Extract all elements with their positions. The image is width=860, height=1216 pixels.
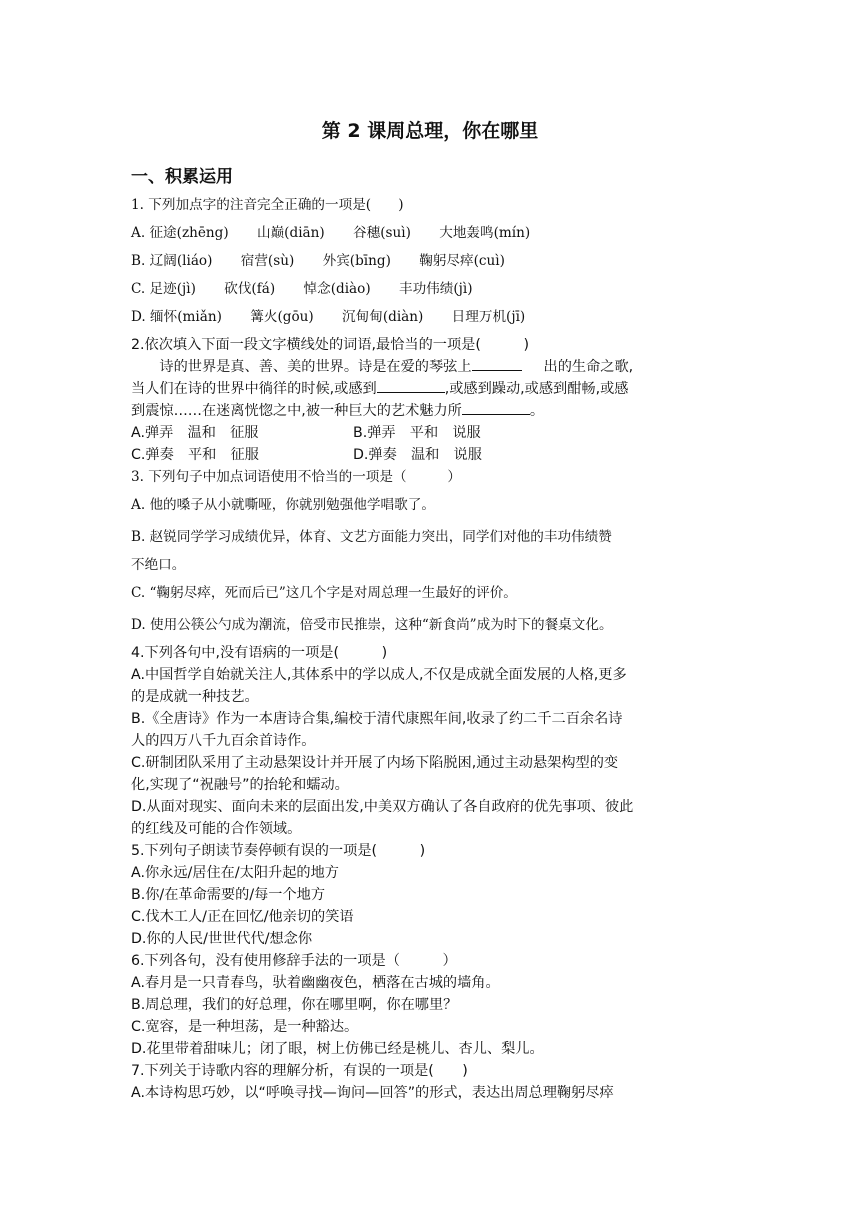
question-1-option-a: A. 征途(zhēng) 山巅(diān) 谷穗(suì) 大地轰鸣(mín) bbox=[131, 225, 531, 241]
question-6-option-d: D.花里带着甜味儿；闭了眼，树上仿佛已经是桃儿、杏儿、梨儿。 bbox=[131, 1041, 544, 1057]
answer-blank-3[interactable] bbox=[462, 400, 530, 415]
question-4-option-d-line-1: D.从面对现实、面向未来的层面出发,中美双方确认了各自政府的优先事项、彼此 bbox=[131, 799, 634, 815]
question-6-option-b: B.周总理，我们的好总理，你在哪里啊，你在哪里？ bbox=[131, 997, 458, 1013]
question-4-option-a-line-1: A.中国哲学自始就关注人,其体系中的学以成人,不仅是成就全面发展的人格,更多 bbox=[131, 667, 627, 683]
page-title: 第 2 课周总理，你在哪里 bbox=[321, 120, 539, 142]
question-1-stem: 1. 下列加点字的注音完全正确的一项是( ) bbox=[131, 197, 404, 213]
question-4-option-c-line-2: 化,实现了“祝融号”的抬轮和蠕动。 bbox=[131, 777, 349, 793]
question-2-options-row-1 bbox=[131, 422, 731, 444]
question-2-stem: 2.依次填入下面一段文字横线处的词语,最恰当的一项是( ) bbox=[131, 337, 529, 353]
question-7-stem: 7.下列关于诗歌内容的理解分析，有误的一项是( ) bbox=[131, 1063, 468, 1079]
question-1-option-c: C. 足迹(jì) 砍伐(fá) 悼念(diào) 丰功伟绩(jì) bbox=[131, 281, 473, 297]
question-4-option-d-line-2: 的红线及可能的合作领域。 bbox=[131, 821, 302, 837]
question-2-passage-line-3: 到震惊……在迷离恍惚之中,被一种巨大的艺术魅力所 。 bbox=[131, 400, 731, 422]
question-4-option-c-line-1: C.研制团队采用了主动悬架设计并开展了内场下陷脱困,通过主动悬架构型的变 bbox=[131, 755, 619, 771]
question-4-option-b-line-1: B.《全唐诗》作为一本唐诗合集,编校于清代康熙年间,收录了约二千二百余名诗 bbox=[131, 711, 623, 727]
question-1-option-d: D. 缅怀(miǎn) 篝火(gōu) 沉甸甸(diàn) 日理万机(jī) bbox=[131, 309, 526, 325]
question-5-option-d: D.你的人民/世世代代/想念你 bbox=[131, 931, 313, 947]
question-4-option-b-line-2: 人的四万八千九百余首诗作。 bbox=[131, 733, 316, 749]
question-6-option-a: A.春月是一只青春鸟，驮着幽幽夜色，栖落在古城的墙角。 bbox=[131, 975, 500, 991]
question-2-options-row-2 bbox=[131, 444, 731, 466]
question-3-option-a: A. 他的嗓子从小就嘶哑，你就别勉强他学唱歌了。 bbox=[131, 497, 435, 513]
question-3-option-b-line-1: B. 赵锐同学学习成绩优异，体育、文艺方面能力突出，同学们对他的丰功伟绩赞 bbox=[131, 529, 612, 545]
question-3-stem: 3. 下列句子中加点词语使用不恰当的一项是（ ） bbox=[131, 469, 461, 485]
question-5-option-a: A.你永远/居住在/太阳升起的地方 bbox=[131, 865, 339, 881]
question-3-option-c: C. “鞠躬尽瘁，死而后已”这几个字是对周总理一生最好的评价。 bbox=[131, 585, 517, 601]
question-4-stem: 4.下列各句中,没有语病的一项是( ) bbox=[131, 645, 388, 661]
question-1-option-b: B. 辽阔(liáo) 宿营(sù) 外宾(bīng) 鞠躬尽瘁(cuì) bbox=[131, 253, 505, 269]
question-6-option-c: C.宽容，是一种坦荡，是一种豁达。 bbox=[131, 1019, 359, 1035]
question-list bbox=[131, 194, 731, 1104]
question-5-option-b: B.你/在革命需要的/每一个地方 bbox=[131, 887, 326, 903]
answer-blank-2[interactable] bbox=[377, 378, 445, 393]
section-heading: 一、积累运用 bbox=[131, 167, 233, 187]
question-2-passage-line-1: 诗的世界是真、善、美的世界。诗是在爱的琴弦上 出的生命之歌, bbox=[131, 356, 731, 378]
question-2-option-c: C.弹奏 平和 征服 bbox=[131, 447, 259, 463]
question-3-option-d: D. 使用公筷公勺成为潮流，倍受市民推崇，这种“新食尚”成为时下的餐桌文化。 bbox=[131, 617, 613, 633]
question-2-passage-line-2: 当人们在诗的世界中徜徉的时候,或感到 ,或感到躁动,或感到酣畅,或感 bbox=[131, 378, 731, 400]
question-3-option-b-line-2: 不绝口。 bbox=[131, 557, 186, 573]
question-2-option-d: D.弹奏 温和 说服 bbox=[353, 447, 482, 463]
question-4-option-a-line-2: 的是成就一种技艺。 bbox=[131, 689, 259, 705]
question-5-stem: 5.下列句子朗读节奏停顿有误的一项是( ) bbox=[131, 843, 426, 859]
question-5-option-c: C.伐木工人/正在回忆/他亲切的笑语 bbox=[131, 909, 354, 925]
question-2-option-b: B.弹弄 平和 说服 bbox=[353, 425, 481, 441]
question-6-stem: 6.下列各句，没有使用修辞手法的一项是（ ） bbox=[131, 953, 457, 969]
question-7-option-a: A.本诗构思巧妙，以“呼唤寻找—询问—回答”的形式，表达出周总理鞠躬尽瘁 bbox=[131, 1085, 614, 1101]
answer-blank-1[interactable] bbox=[472, 356, 522, 371]
question-2-option-a: A.弹弄 温和 征服 bbox=[131, 425, 259, 441]
